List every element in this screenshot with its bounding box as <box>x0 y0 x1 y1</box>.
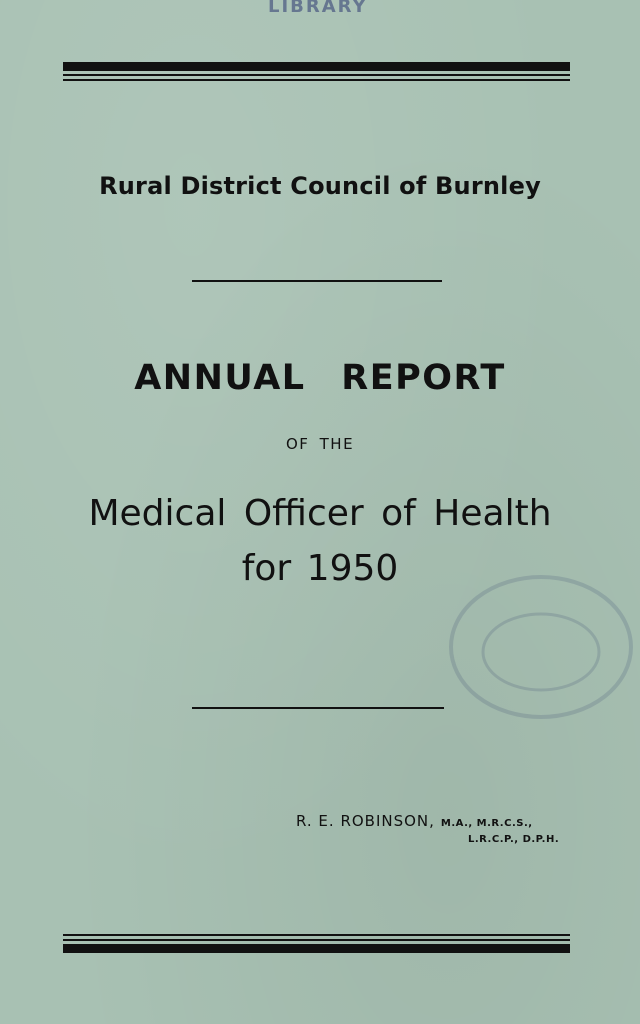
bottom-rule <box>63 934 570 953</box>
author-qualifications-1: M.A., M.R.C.S., <box>440 818 533 829</box>
top-rule <box>63 62 570 81</box>
author-name: R. E. ROBINSON, <box>296 812 435 830</box>
council-name: Rural District Council of Burnley <box>99 172 541 200</box>
report-year: for 1950 <box>241 548 399 589</box>
report-title: ANNUAL REPORT <box>134 358 506 398</box>
divider-lower <box>192 707 444 709</box>
divider-upper <box>192 280 442 282</box>
author-qualifications-2: L.R.C.P., D.P.H. <box>468 834 560 845</box>
author-line <box>296 812 586 830</box>
of-the-text: OF THE <box>285 435 355 453</box>
ministry-stamp-icon <box>446 572 636 722</box>
library-stamp: LIBRARY <box>268 0 368 17</box>
report-subtitle: Medical Officer of Health <box>88 493 552 534</box>
